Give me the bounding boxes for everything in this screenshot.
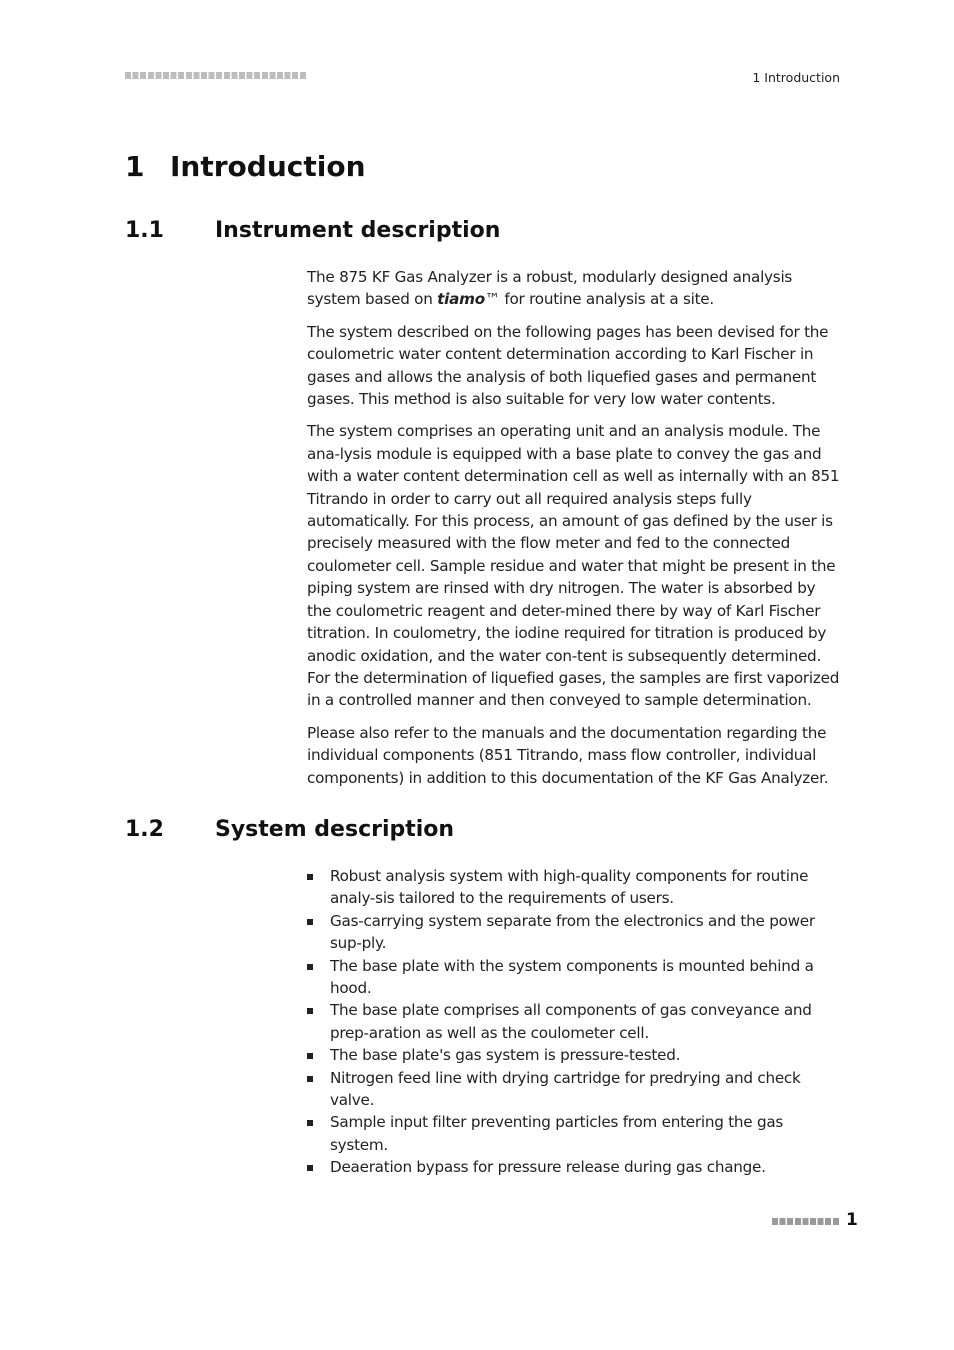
list-item: Deaeration bypass for pressure release during gas change. [307, 1156, 841, 1178]
instrument-description-body [307, 266, 841, 799]
section-heading-system [125, 817, 454, 842]
brand-name: tiamo [437, 290, 485, 309]
section-title: System description [215, 817, 455, 842]
list-item: Robust analysis system with high-quality components for routine analy-sis tailored to the requirements of users. [307, 865, 841, 910]
chapter-title: Introduction [170, 150, 366, 183]
list-item: The base plate comprises all components of gas conveyance and prep-aration as well as the coulometer cell. [307, 999, 841, 1044]
system-description-body [307, 865, 841, 1179]
running-head: 1 Introduction [752, 70, 840, 85]
section-number: 1.1 [125, 218, 164, 243]
footer-decoration [772, 1218, 840, 1225]
paragraph: The system comprises an operating unit and an analysis module. The ana-lysis module is equipped with a base plate to convey the gas and with a water content determination cell as well as internally with an 851 Titrando in order to carry out all required analysis steps fully automatically. For this process, an amount of gas defined by the user is precisely measured with the flow meter and fed to the connected coulometer cell. Sample residue and water that might be present in the piping system are rinsed with dry nitrogen. The water is absorbed by the coulometric reagent and deter-mined there by way of Karl Fischer titration. In coulometry, the iodine required for titration is produced by anodic oxidation, and the water con-tent is subsequently determined. For the determination of liquefied gases, the samples are first vaporized in a controlled manner and then conveyed to sample determination. [307, 422, 840, 710]
chapter-heading [125, 150, 366, 183]
list-item: Gas-carrying system separate from the electronics and the power sup-ply. [307, 910, 841, 955]
page-number: 1 [846, 1210, 858, 1230]
header-decoration [125, 72, 307, 79]
list-item: Nitrogen feed line with drying cartridge for predrying and check valve. [307, 1067, 841, 1112]
list-item: The base plate with the system components is mounted behind a hood. [307, 955, 841, 1000]
section-number: 1.2 [125, 817, 164, 842]
feature-list [307, 865, 841, 1179]
section-title: Instrument description [215, 218, 501, 243]
chapter-number: 1 [125, 150, 145, 183]
paragraph: The system described on the following pages has been devised for the coulometric water content determination according to Karl Fischer in gases and allows the analysis of both liquefied gases and permanent gases. This method is also suitable for very low water contents. [307, 322, 829, 409]
list-item: The base plate's gas system is pressure-tested. [307, 1044, 841, 1066]
paragraph: The 875 KF Gas Analyzer is a robust, modularly designed analysis system based on tiamo™ for routine analysis at a site. [307, 268, 793, 309]
section-heading-instrument [125, 218, 500, 243]
list-item: Sample input filter preventing particles from entering the gas system. [307, 1111, 841, 1156]
paragraph: Please also refer to the manuals and the documentation regarding the individual components (851 Titrando, mass flow controller, individual components) in addition to this documentation of the KF Gas Analyzer. [307, 723, 829, 787]
